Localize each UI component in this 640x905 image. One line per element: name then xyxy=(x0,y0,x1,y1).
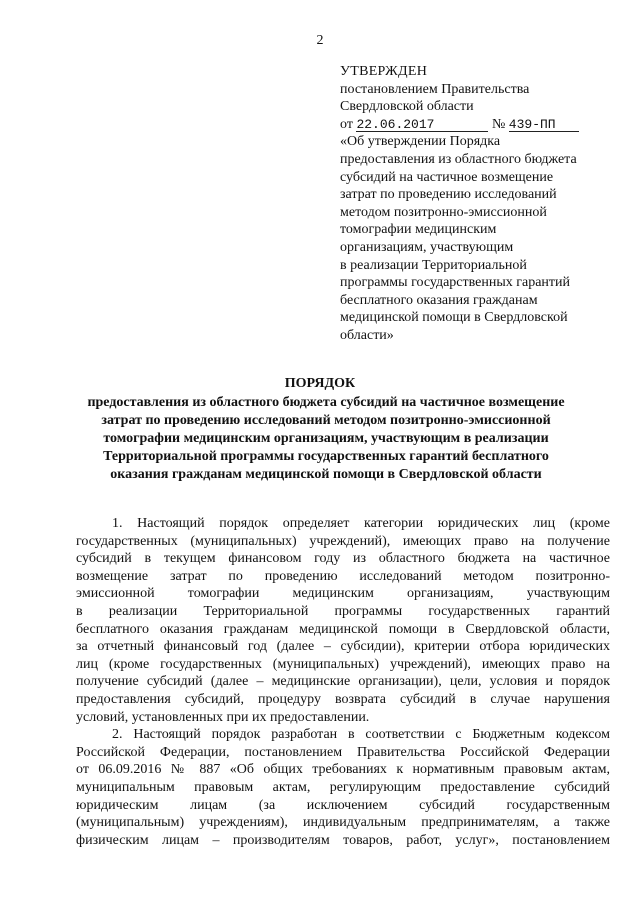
paragraph-line: лиц (кроме государственных (муниципальных) учреждений), имеющих право на xyxy=(76,656,610,672)
subtitle-line: Территориальной программы государственных гарантий бесплатного xyxy=(103,449,549,464)
subtitle-line: оказания гражданам медицинской помощи в Свердловской области xyxy=(110,467,542,482)
paragraph-line: возмещение затрат по проведению исследований методом позитронно- xyxy=(76,568,610,584)
paragraph-line: Российской Федерации, постановлением Правительства Российской Федерации xyxy=(76,744,610,760)
approval-heading: УТВЕРЖДЕН xyxy=(340,64,428,79)
approval-about-line: методом позитронно-эмиссионной xyxy=(340,204,547,220)
paragraph-line: юридическим лицам (за исключением субсидий государственным xyxy=(76,797,610,813)
document-body xyxy=(76,515,610,849)
paragraph-line: получение субсидий (далее – медицинские организации), цели, условия и порядок xyxy=(76,674,610,690)
subtitle-line: затрат по проведению исследований методом позитронно-эмиссионной xyxy=(101,413,551,428)
approval-block xyxy=(340,63,625,345)
approval-about-line: программы государственных гарантий xyxy=(340,275,571,291)
approval-about-line: в реализации Территориальной xyxy=(340,257,527,273)
approval-about-line: томографии медицинским xyxy=(340,222,497,238)
approval-about-line: «Об утверждении Порядка xyxy=(340,134,501,150)
paragraph-line: в реализации Территориальной программы государственных гарантий xyxy=(76,603,610,619)
paragraph-1 xyxy=(76,515,610,726)
page-number: 2 xyxy=(316,33,324,48)
approval-date-number-line xyxy=(340,116,625,134)
number-prefix: № xyxy=(491,116,506,132)
document-subtitle xyxy=(70,394,582,484)
paragraph-line: бесплатного оказания гражданам медицинской помощи в Свердловской области, xyxy=(76,621,610,637)
paragraph-line: физическим лицам – производителям товаров, работ, услуг», постановлением xyxy=(76,832,610,848)
approval-about xyxy=(340,133,625,344)
subtitle-line: предоставления из областного бюджета субсидий на частичное возмещение xyxy=(87,395,565,410)
approval-about-line: субсидий на частичное возмещение xyxy=(340,169,554,185)
document-title: ПОРЯДОК xyxy=(284,376,356,391)
paragraph-line: 1. Настоящий порядок определяет категории юридических лиц (кроме xyxy=(112,516,610,531)
approval-line-2: Свердловской области xyxy=(340,99,474,115)
paragraph-line: эмиссионной томографии медицинским организациям, участвующим xyxy=(76,586,610,602)
paragraph-line: государственных (муниципальных) учреждений), имеющих право на получение xyxy=(76,533,610,549)
approval-about-line: области» xyxy=(340,327,394,343)
paragraph-line: муниципальным правовым актам, регулирующим предоставление субсидий xyxy=(76,779,610,795)
date-prefix: от xyxy=(340,116,353,132)
approval-line-1: постановлением Правительства xyxy=(340,81,530,97)
approval-about-line: затрат по проведению исследований xyxy=(340,187,557,203)
paragraph-line: (муниципальным) учреждениям), индивидуальным предпринимателям, а также xyxy=(76,815,610,831)
paragraph-line: предоставления субсидий, процедуру возврата субсидий в случае нарушения xyxy=(76,691,610,707)
paragraph-line: за отчетный финансовый год (далее – субсидии), критерии отбора юридических xyxy=(76,639,610,655)
paragraph-line: условий, установленных при их предоставлении. xyxy=(76,709,370,725)
paragraph-line: от 06.09.2016 № 887 «Об общих требованиях к нормативным правовым актам, xyxy=(76,762,610,778)
approval-number: 439-ПП xyxy=(509,118,579,132)
approval-about-line: бесплатного оказания гражданам xyxy=(340,292,538,308)
subtitle-line: томографии медицинским организациям, участвующим в реализации xyxy=(103,431,549,446)
approval-date: 22.06.2017 xyxy=(356,118,488,132)
paragraph-2 xyxy=(76,726,610,849)
paragraph-line: 2. Настоящий порядок разработан в соответствии с Бюджетным кодексом xyxy=(112,727,610,743)
approval-about-line: медицинской помощи в Свердловской xyxy=(340,310,568,326)
approval-about-line: предоставления из областного бюджета xyxy=(340,151,577,167)
paragraph-line: субсидий в текущем финансовом году из областного бюджета на частичное xyxy=(76,551,610,567)
approval-about-line: организациям, участвующим xyxy=(340,239,514,255)
